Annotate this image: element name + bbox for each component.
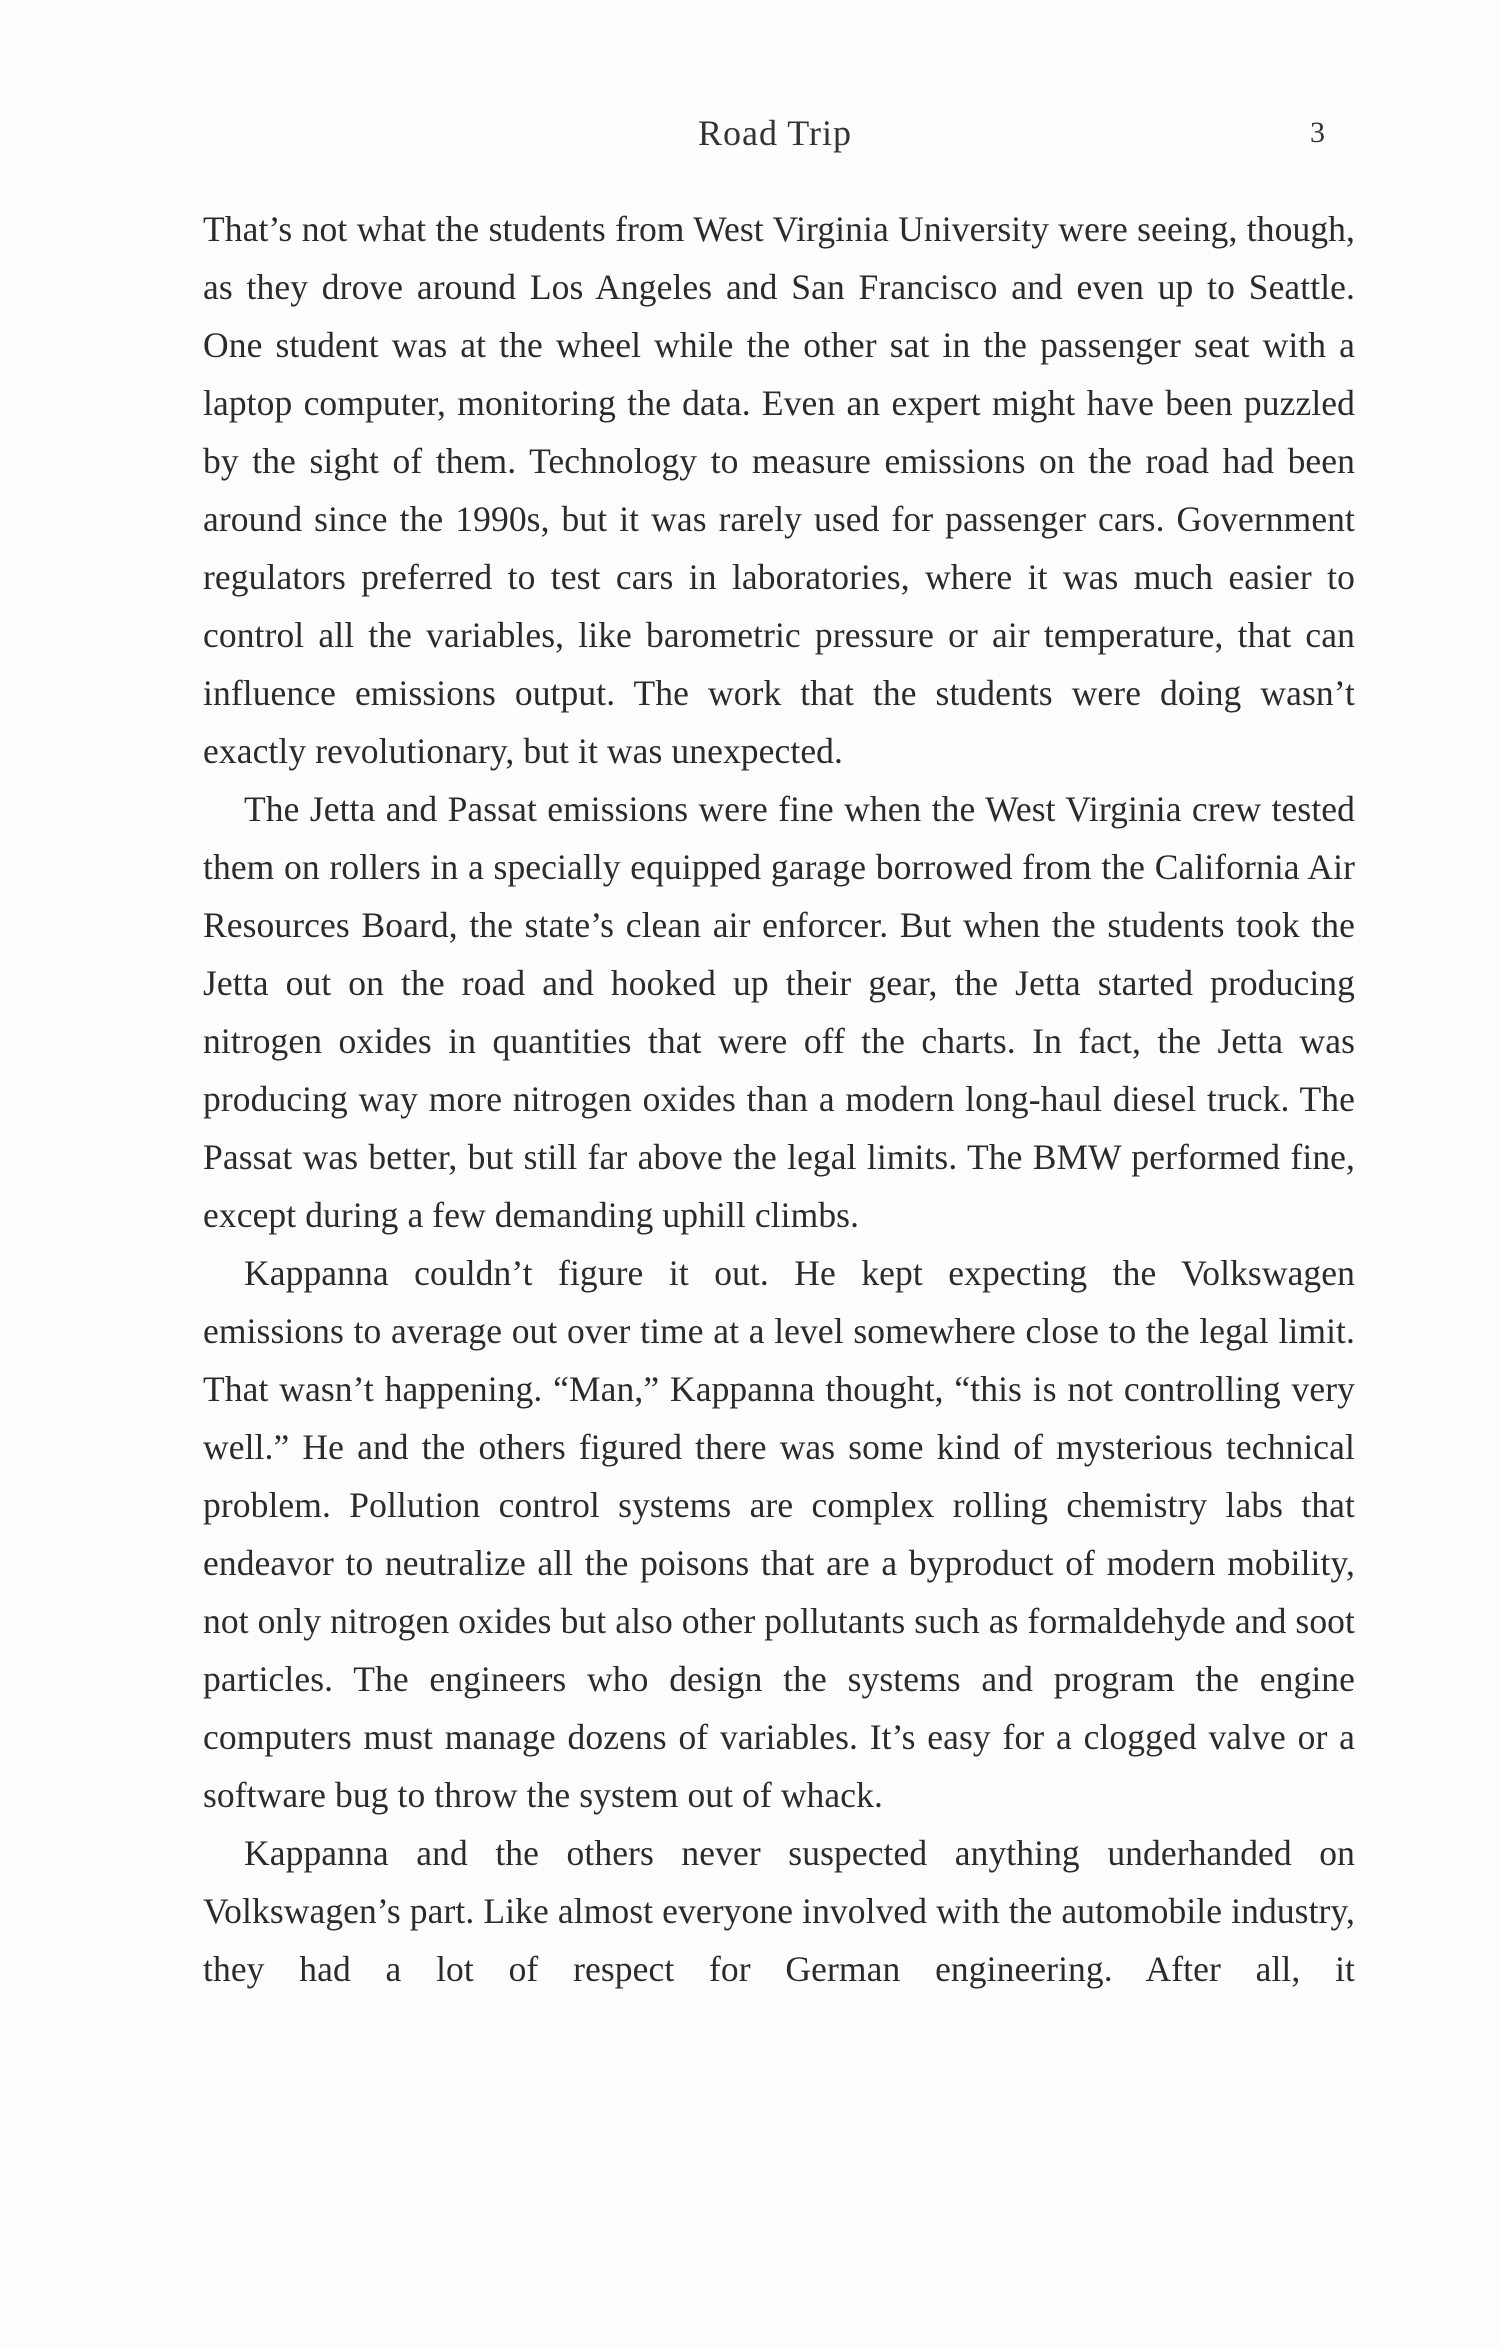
paragraph-2: The Jetta and Passat emissions were fine when the West Virginia crew tested them on rollers in a specially equipped garage borrowed from the California Air Resources Board, the state’s clean air enforcer. But when the students took the Jetta out on the road and hooked up their gear, the Jetta started producing nitrogen oxides in quantities that were off the charts. In fact, the Jetta was producing way more nitrogen oxides than a modern long-haul diesel truck. The Passat was better, but still far above the legal limits. The BMW performed fine, except during a few demanding uphill climbs. [203, 789, 1355, 1235]
paragraph-1: That’s not what the students from West Virginia University were seeing, though, as they drove around Los Angeles and San Francisco and even up to Seattle. One student was at the wheel while the other sat in the passenger seat with a laptop computer, monitoring the data. Even an expert might have been puzzled by the sight of them. Technology to measure emissions on the road had been around since the 1990s, but it was rarely used for passenger cars. Government regulators preferred to test cars in laboratories, where it was much easier to control all the variables, like barometric pressure or air temperature, that can influence emissions output. The work that the students were doing wasn’t exactly revolutionary, but it was unexpected. [203, 209, 1355, 771]
running-head [0, 108, 1500, 158]
body-text [203, 200, 1355, 1998]
paragraph-4: Kappanna and the others never suspected anything underhanded on Volkswagen’s part. Like almost everyone involved with the automobile industry, they had a lot of respect for German engineering. After all, it [203, 1833, 1355, 1989]
paragraph-3: Kappanna couldn’t figure it out. He kept expecting the Volkswagen emissions to average out over time at a level somewhere close to the legal limit. That wasn’t happening. “Man,” Kappanna thought, “this is not controlling very well.” He and the others figured there was some kind of mysterious technical problem. Pollution control systems are complex rolling chemistry labs that endeavor to neutralize all the poisons that are a byproduct of modern mobility, not only nitrogen oxides but also other pollutants such as formaldehyde and soot particles. The engineers who design the systems and program the engine computers must manage dozens of variables. It’s easy for a clogged valve or a software bug to throw the system out of whack. [203, 1253, 1355, 1815]
running-title: Road Trip [697, 113, 853, 153]
page-number: 3 [1310, 116, 1325, 149]
